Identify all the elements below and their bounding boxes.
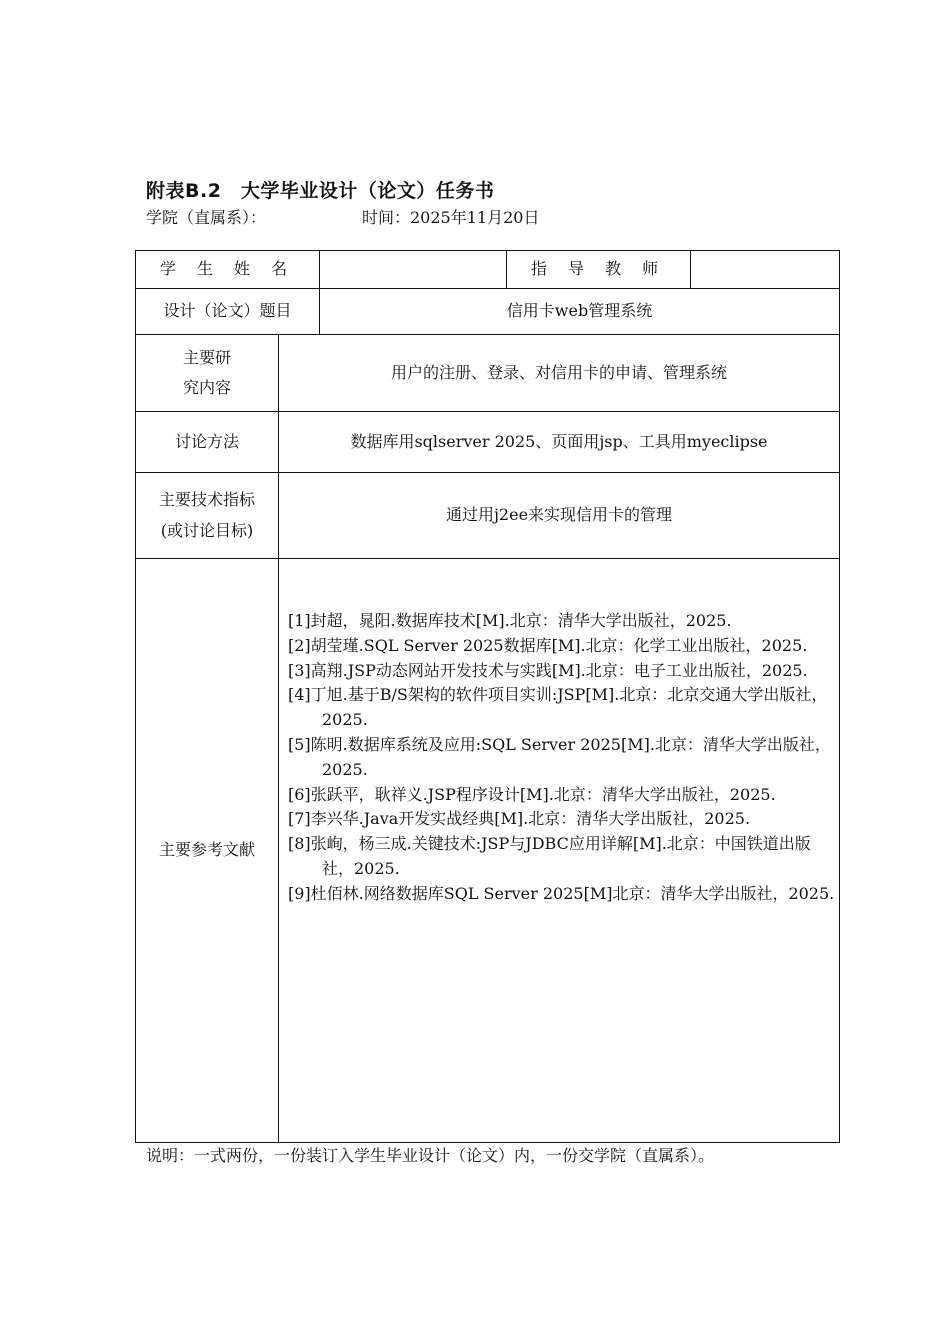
- content-label: [136, 335, 278, 411]
- content-label-line2: 究内容: [182, 378, 231, 397]
- student-name-field[interactable]: [320, 251, 506, 288]
- content-label-line1: 主要研: [182, 347, 231, 367]
- task-table: [135, 250, 840, 1143]
- references-label: 主要参考文献: [158, 840, 255, 860]
- references-cell: [279, 559, 839, 1142]
- footnote: 说明：一式两份，一份装订入学生毕业设计（论文）内，一份交学院（直属系）。: [146, 1146, 715, 1165]
- target-label-line1: 主要技术指标: [158, 490, 255, 510]
- reference-item: [4]丁旭.基于B/S架构的软件项目实训:JSP[M].北京：北京交通大学出版社，2025.: [288, 685, 828, 730]
- reference-list: [288, 609, 836, 907]
- target-label: [136, 473, 278, 558]
- topic-label: 设计（论文）题目: [163, 301, 292, 321]
- topic-value: 信用卡web管理系统: [506, 301, 653, 321]
- reference-item: [7]李兴华.Java开发实战经典[M].北京：清华大学出版社，2025.: [288, 809, 751, 829]
- advisor-label: 指 导 教 师: [530, 259, 667, 279]
- document-title: 附表B.2 大学毕业设计（论文）任务书: [146, 180, 495, 202]
- reference-item: [5]陈明.数据库系统及应用:SQL Server 2025[M].北京：清华大学出版社，2025.: [288, 734, 831, 779]
- content-value: 用户的注册、登录、对信用卡的申请、管理系统: [390, 362, 727, 382]
- header-info-line: [146, 205, 540, 228]
- reference-item: [2]胡莹瑾.SQL Server 2025数据库[M].北京：化学工业出版社，2025.: [288, 635, 808, 655]
- date-label: 时间：2025年11月20日: [362, 208, 540, 227]
- method-value: 数据库用sqlserver 2025、页面用jsp、工具用myeclipse: [350, 431, 768, 451]
- target-value: 通过用j2ee来实现信用卡的管理: [445, 505, 673, 525]
- reference-item: [9]杜佰林.网络数据库SQL Server 2025[M]北京：清华大学出版社，2025.: [288, 883, 835, 903]
- college-label: 学院（直属系）：: [146, 208, 267, 227]
- reference-item: [3]高翔.JSP动态网站开发技术与实践[M].北京：电子工业出版社，2025.: [288, 660, 808, 680]
- method-label: 讨论方法: [174, 431, 239, 451]
- reference-item: [8]张峋，杨三成.关键技术:JSP与JDBC应用详解[M].北京：中国铁道出版社，2025.: [288, 834, 811, 878]
- reference-item: [1]封超，晁阳.数据库技术[M].北京：清华大学出版社，2025.: [288, 611, 732, 630]
- advisor-field[interactable]: [691, 251, 839, 288]
- reference-item: [6]张跃平，耿祥义.JSP程序设计[M].北京：清华大学出版社，2025.: [288, 784, 776, 804]
- student-name-label: 学 生 姓 名: [159, 259, 296, 279]
- target-label-line2: (或讨论目标): [160, 520, 254, 540]
